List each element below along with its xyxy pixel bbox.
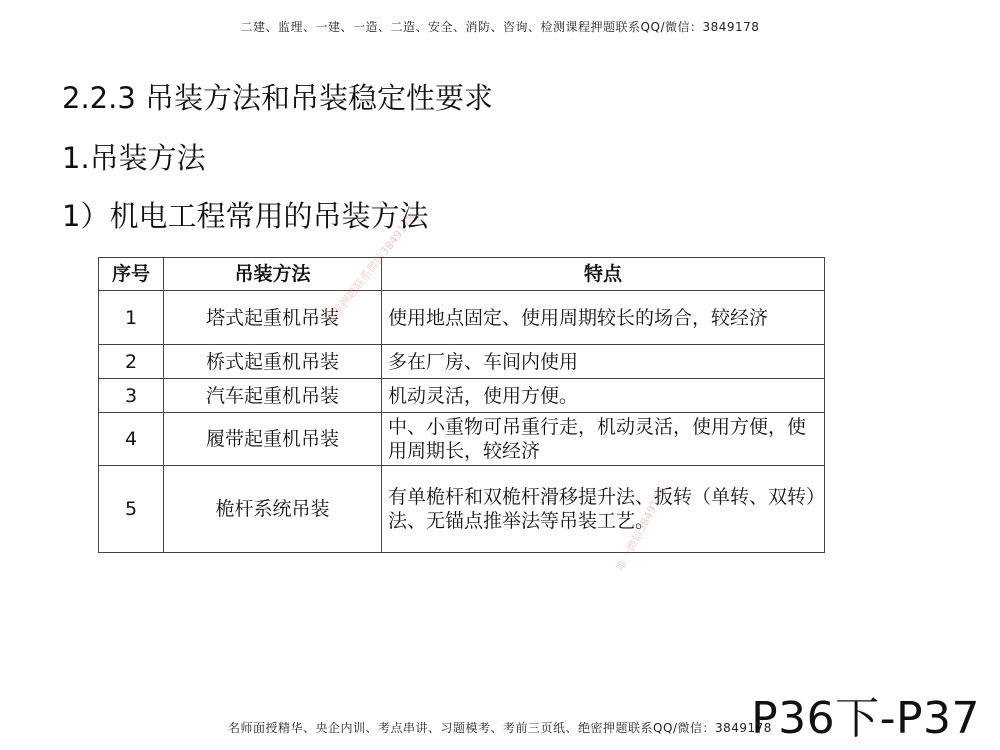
row-no: 4 [99,413,164,466]
page-reference: P36下-P37 [751,693,980,744]
row-method: 汽车起重机吊装 [164,379,382,413]
watermark: 唯一微信3849178 [613,484,669,574]
table-row [99,466,825,553]
row-feature: 有单桅杆和双桅杆滑移提升法、扳转（单转、双转）法、无锚点推举法等吊装工艺。 [382,466,825,553]
top-banner: 二建、监理、一建、一造、二造、安全、消防、咨询、检测课程押题联系QQ/微信：3849178 [240,20,760,34]
table-row [99,413,825,466]
header-no: 序号 [99,258,164,291]
header-method: 吊装方法 [164,258,382,291]
table-row [99,379,825,413]
row-no: 1 [99,291,164,345]
header-feature: 特点 [382,258,825,291]
row-method: 塔式起重机吊装 [164,291,382,345]
row-no: 5 [99,466,164,553]
table-header-row [99,258,825,291]
lifting-methods-table [98,257,825,553]
row-feature: 多在厂房、车间内使用 [382,345,825,379]
subsection-heading: 1.吊装方法 [62,141,206,175]
table-row [99,345,825,379]
table-row [99,291,825,345]
subsubsection-heading: 1）机电工程常用的吊装方法 [62,199,429,233]
row-feature: 机动灵活，使用方便。 [382,379,825,413]
row-feature: 使用地点固定、使用周期较长的场合，较经济 [382,291,825,345]
watermark: 精准押题联系微信3849178 [323,211,419,328]
bottom-banner: 名师面授精华、央企内训、考点串讲、习题模考、考前三页纸、绝密押题联系QQ/微信：3849178 [228,721,772,735]
row-feature: 中、小重物可吊重行走，机动灵活，使用方便，使用周期长，较经济 [382,413,825,466]
row-no: 2 [99,345,164,379]
row-method: 履带起重机吊装 [164,413,382,466]
row-method: 桅杆系统吊装 [164,466,382,553]
row-method: 桥式起重机吊装 [164,345,382,379]
row-no: 3 [99,379,164,413]
section-heading: 2.2.3 吊装方法和吊装稳定性要求 [62,81,494,115]
